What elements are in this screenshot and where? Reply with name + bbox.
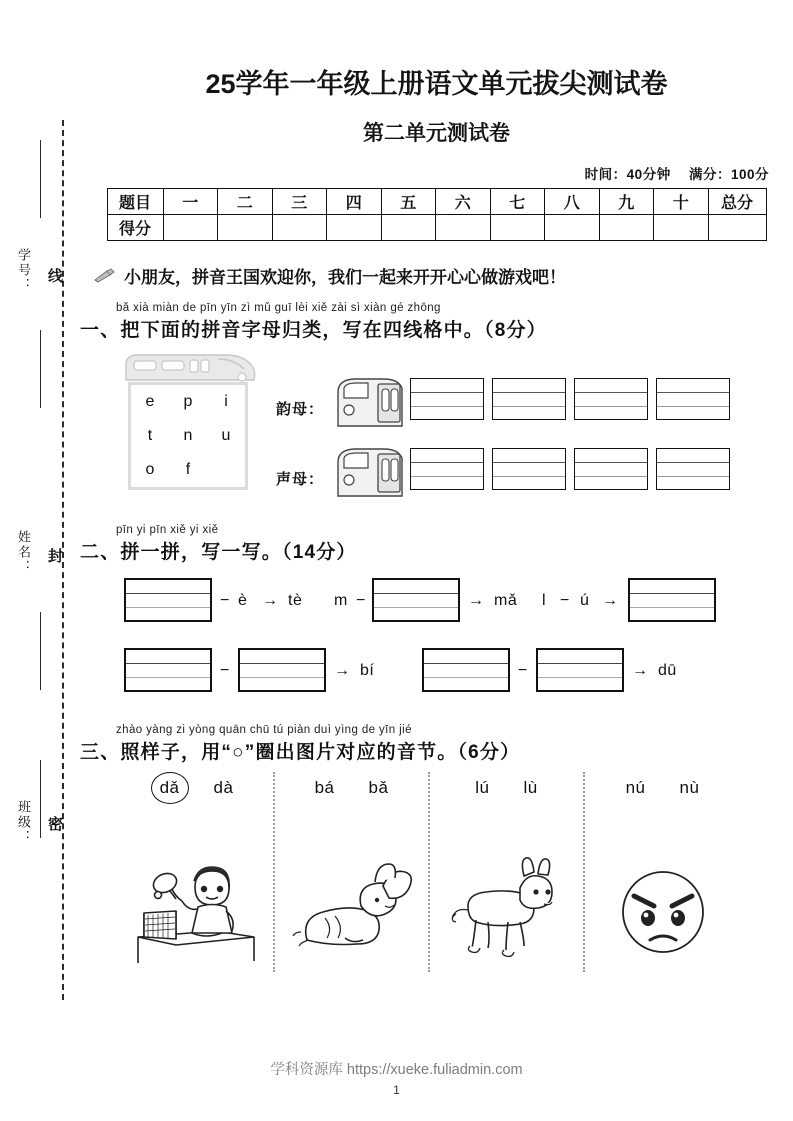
seal-char-secret: 密	[46, 816, 63, 833]
score-cell-8[interactable]	[545, 215, 600, 241]
student-name-label: 姓名：	[16, 530, 31, 575]
boy-playing-table-tennis-icon	[132, 851, 262, 966]
syllable-columns	[120, 772, 740, 972]
syllable-2a[interactable]: bá	[314, 778, 335, 797]
col-header-8: 八	[545, 189, 600, 215]
question-2	[80, 524, 793, 710]
answer-box-q2-4b[interactable]	[238, 648, 326, 692]
q2-item2-arrow: →	[468, 592, 485, 609]
q2-item4-arrow: →	[334, 662, 351, 679]
score-cell-9[interactable]	[599, 215, 654, 241]
letter-2: p	[183, 393, 193, 410]
syllable-4b[interactable]: nù	[679, 778, 700, 797]
syllable-column-2	[275, 772, 430, 972]
letter-4: t	[147, 427, 153, 444]
q2-item4-result: bí	[360, 662, 375, 679]
col-header-2: 二	[218, 189, 273, 215]
letter-7: o	[145, 461, 155, 478]
page-subtitle: 第二单元测试卷	[363, 122, 510, 145]
syllable-pair-2	[275, 776, 428, 800]
answer-box-q2-2[interactable]	[372, 578, 460, 622]
donkey-icon	[442, 854, 572, 966]
q2-item1-syllable: è	[238, 592, 248, 609]
answer-box-q2-1[interactable]	[124, 578, 212, 622]
seal-char-seal: 封	[46, 548, 63, 565]
col-header-6: 六	[436, 189, 491, 215]
seal-rule-mid-2	[40, 612, 41, 690]
train-icon-consonant	[332, 444, 408, 500]
score-cell-total[interactable]	[708, 215, 766, 241]
question-2-body	[80, 570, 793, 710]
table-row-header	[107, 189, 766, 215]
train-top-icon	[122, 350, 258, 386]
angry-face-icon	[608, 856, 718, 966]
score-cell-6[interactable]	[436, 215, 491, 241]
score-table	[107, 188, 767, 241]
rabbit-lying-down-icon	[287, 856, 417, 966]
seal-rule-mid-1	[40, 330, 41, 408]
page-title: 25学年一年级上册语文单元拔尖测试卷	[205, 69, 668, 99]
syllable-pair-1	[120, 776, 273, 800]
col-header-5: 五	[381, 189, 436, 215]
seal-rule-top	[40, 140, 41, 218]
answer-grid-consonant-1[interactable]	[410, 448, 484, 490]
q2-item4-op: −	[220, 662, 230, 679]
greeting-text: 小朋友，拼音王国欢迎你，我们一起来开开心心做游戏吧！	[124, 268, 566, 287]
answer-box-q2-5b[interactable]	[536, 648, 624, 692]
syllable-column-3	[430, 772, 585, 972]
col-header-total: 总分	[708, 189, 766, 215]
answer-box-q2-4a[interactable]	[124, 648, 212, 692]
syllable-1b[interactable]: dà	[213, 778, 234, 797]
col-header-7: 七	[490, 189, 545, 215]
syllable-4a[interactable]: nú	[625, 778, 646, 797]
score-cell-1[interactable]	[163, 215, 218, 241]
syllable-2b[interactable]: bǎ	[368, 778, 389, 797]
question-2-title: 二、拼一拼，写一写。（14分）	[80, 542, 357, 563]
score-cell-7[interactable]	[490, 215, 545, 241]
answer-grid-vowel-4[interactable]	[656, 378, 730, 420]
answer-grid-consonant-2[interactable]	[492, 448, 566, 490]
seal-char-line: 线	[46, 268, 63, 285]
pen-icon	[94, 268, 116, 284]
answer-grid-vowel-3[interactable]	[574, 378, 648, 420]
q2-item2-op: −	[356, 592, 366, 609]
table-row-scores	[107, 215, 766, 241]
letter-6: u	[221, 427, 231, 444]
syllable-pair-4	[585, 776, 740, 800]
student-id-label: 学号：	[16, 248, 31, 293]
letter-3: i	[224, 393, 228, 410]
syllable-3a[interactable]: lú	[475, 778, 490, 797]
question-2-pinyin: pīn yi pīn xiě yi xiě	[116, 524, 219, 536]
q2-item1-arrow: →	[262, 592, 279, 609]
score-cell-5[interactable]	[381, 215, 436, 241]
q2-item3-initial: l	[542, 592, 547, 609]
consonant-row-label: 声母：	[276, 471, 325, 488]
site-watermark: 学科资源库 https://xueke.fuliadmin.com	[270, 1062, 523, 1078]
row-label-score: 得分	[107, 215, 163, 241]
letter-8: f	[185, 461, 191, 478]
full-score: 满分：100分	[688, 167, 769, 182]
question-1-title: 一、把下面的拼音字母归类，写在四线格中。（8分）	[80, 320, 547, 341]
seal-margin	[0, 0, 80, 1121]
col-header-4: 四	[327, 189, 382, 215]
answer-grid-vowel-2[interactable]	[492, 378, 566, 420]
question-1	[80, 302, 793, 510]
q2-item3-op: −	[560, 592, 570, 609]
q2-item5-result: dū	[658, 662, 677, 679]
answer-grid-vowel-1[interactable]	[410, 378, 484, 420]
answer-box-q2-3[interactable]	[628, 578, 716, 622]
answer-box-q2-5a[interactable]	[422, 648, 510, 692]
student-class-label: 班级：	[16, 800, 31, 845]
exam-page	[80, 0, 793, 1121]
train-icon-vowel	[332, 374, 408, 430]
col-header-9: 九	[599, 189, 654, 215]
letter-5: n	[183, 427, 193, 444]
question-1-pinyin: bǎ xià miàn de pīn yīn zì mǔ guī lèi xiě zài sì xiàn gé zhōng	[116, 302, 441, 314]
q2-item1-op: −	[220, 592, 230, 609]
q2-item3-final: ú	[580, 592, 590, 609]
question-3-pinyin: zhào yàng zi yòng quān chū tú piàn duì yìng de yīn jié	[116, 724, 412, 736]
col-header-3: 三	[272, 189, 327, 215]
answer-grid-consonant-3[interactable]	[574, 448, 648, 490]
col-header-10: 十	[654, 189, 709, 215]
vowel-row-label: 韵母：	[276, 401, 325, 418]
q2-item5-op: −	[518, 662, 528, 679]
score-cell-2[interactable]	[218, 215, 273, 241]
syllable-pair-3	[430, 776, 583, 800]
time-limit: 时间：40分钟	[584, 167, 671, 182]
q2-item3-arrow: →	[602, 592, 619, 609]
letter-1: e	[145, 393, 155, 410]
question-3-title: 三、照样子，用“○”圈出图片对应的音节。（6分）	[80, 742, 521, 763]
greeting-line	[94, 263, 793, 288]
syllable-column-4	[585, 772, 740, 972]
syllable-1a[interactable]: dǎ	[156, 776, 184, 800]
letter-pool-card	[128, 382, 248, 490]
seal-rule-bottom	[40, 760, 41, 838]
q2-item2-result: mǎ	[494, 592, 518, 609]
question-3	[80, 724, 793, 983]
page-number: 1	[393, 1083, 400, 1097]
question-1-body	[80, 350, 793, 510]
syllable-column-1	[120, 772, 275, 972]
row-label-question: 题目	[107, 189, 163, 215]
exam-meta	[80, 163, 793, 183]
q2-item5-arrow: →	[632, 662, 649, 679]
answer-grid-consonant-4[interactable]	[656, 448, 730, 490]
col-header-1: 一	[163, 189, 218, 215]
score-cell-4[interactable]	[327, 215, 382, 241]
question-3-body	[80, 768, 793, 983]
score-cell-10[interactable]	[654, 215, 709, 241]
q2-item1-result: tè	[288, 592, 303, 609]
q2-item2-initial: m	[334, 592, 348, 609]
score-cell-3[interactable]	[272, 215, 327, 241]
syllable-3b[interactable]: lù	[523, 778, 538, 797]
